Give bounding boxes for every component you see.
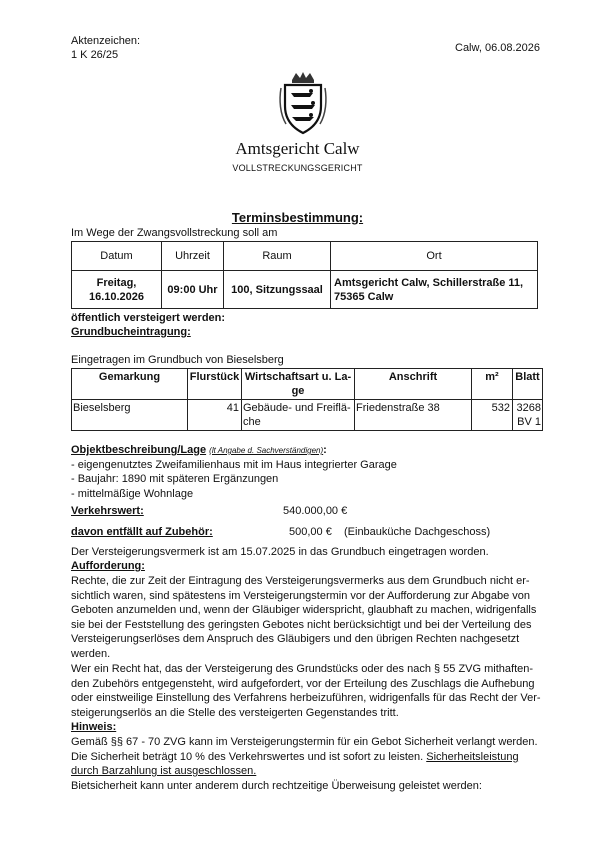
accessory-label: davon entfällt auf Zubehör:: [71, 526, 213, 538]
date-value: 16.10.2026: [88, 290, 145, 303]
land-register-heading: Grundbucheintragung:: [71, 326, 191, 338]
place-line-1: Amtsgericht Calw, Schillerstraße 11,: [334, 276, 524, 289]
header-wirtschaftsart-line-1: Wirtschaftsart u. La-: [244, 371, 352, 383]
market-value: 540.000,00 €: [283, 505, 348, 517]
hint-line: [71, 750, 519, 765]
hint-line-underlined: durch Barzahlung ist ausgeschlossen.: [71, 765, 257, 777]
header-place: Ort: [331, 242, 538, 271]
property-table: [71, 368, 543, 431]
intro-text: Im Wege der Zwangsvollstreckung soll am: [71, 227, 278, 239]
header-date: Datum: [72, 242, 162, 271]
header-flurstueck: Flurstück: [188, 369, 242, 400]
accessory-note: (Einbauküche Dachgeschoss): [344, 526, 491, 538]
header-wirtschaftsart-line-2: ge: [291, 385, 305, 397]
request-heading: Aufforderung:: [71, 560, 145, 572]
text-line: steigerungserlös an die Stelle des versteigerten Gegenstandes tritt.: [71, 706, 399, 719]
object-heading-colon: :: [323, 444, 327, 456]
accessory-value: 500,00 €: [289, 526, 332, 538]
schedule-room: 100, Sitzungssaal: [224, 271, 331, 309]
cell-blatt: [513, 400, 543, 431]
place-date: Calw, 06.08.2026: [455, 42, 541, 54]
auction-text: öffentlich versteigert werden:: [71, 312, 226, 324]
cell-gemarkung: Bieselsberg: [72, 400, 188, 431]
court-department: VOLLSTRECKUNGSGERICHT: [232, 163, 363, 173]
hint-line: Bietsicherheit kann unter anderem durch rechtzeitige Überweisung geleistet werden:: [71, 780, 482, 792]
header-room: Raum: [224, 242, 331, 271]
market-value-label: Verkehrswert:: [71, 505, 144, 517]
header-m2: m²: [472, 369, 513, 400]
object-heading: Objektbeschreibung/Lage: [71, 444, 207, 456]
land-register-text: Eingetragen im Grundbuch von Bieselsberg: [71, 354, 284, 366]
header-blatt: Blatt: [513, 369, 543, 400]
schedule-table: [71, 241, 538, 309]
object-note: (lt Angabe d. Sachverständigen): [209, 446, 324, 455]
request-paragraph-2: [71, 662, 543, 720]
request-paragraph-1: [71, 574, 543, 662]
header-wirtschaftsart: [242, 369, 355, 400]
date-weekday: Freitag,: [96, 276, 137, 289]
text-line: den Zubehörs entgegensteht, wird aufgefordert, vor der Erteilung des Zuschlags die Aufhebung: [71, 677, 535, 690]
text-line: sie bei der Feststellung des geringsten Gebotes nicht berücksichtigt und bei der Verteilung des: [71, 618, 532, 631]
object-heading-line: [71, 443, 327, 459]
text-line: sichtlich waren, sind spätestens im Versteigerungstermin vor der Aufforderung zur Abgabe von: [71, 589, 530, 602]
document-title: Terminsbestimmung:: [231, 210, 364, 225]
registration-note: Der Versteigerungsvermerk ist am 15.07.2025 in das Grundbuch eingetragen worden.: [71, 546, 489, 558]
object-item: - eigengenutztes Zweifamilienhaus mit im Haus integrierter Garage: [71, 459, 397, 471]
coat-of-arms-icon: [278, 70, 328, 136]
cell-wirtschaftsart-line-1: Gebäude- und Freiflä-: [243, 402, 351, 414]
cell-wirtschaftsart: [242, 400, 355, 431]
hint-line: Gemäß §§ 67 - 70 ZVG kann im Versteigerungstermin für ein Gebot Sicherheit verlangt werden.: [71, 736, 538, 748]
place-line-2: 75365 Calw: [334, 290, 394, 303]
text-line: Wer ein Recht hat, das der Versteigerung des Grundstücks oder des nach § 55 ZVG mithaften-: [71, 663, 534, 675]
text-line: Versteigerungserlöses dem Anspruch des Gläubigers und den übrigen Rechten nachgesetzt: [71, 633, 520, 646]
cell-wirtschaftsart-line-2: che: [243, 416, 261, 428]
hint-heading: Hinweis:: [71, 721, 117, 733]
text-line: Rechte, die zur Zeit der Eintragung des Versteigerungsvermerks aus dem Grundbuch nicht er-: [71, 575, 530, 587]
cell-flurstueck: 41: [188, 400, 242, 431]
cell-blatt-line-2: BV 1: [517, 416, 541, 428]
file-number: 1 K 26/25: [71, 49, 119, 61]
header-anschrift: Anschrift: [355, 369, 472, 400]
cell-blatt-line-1: 3268: [516, 402, 541, 414]
header-time: Uhrzeit: [162, 242, 224, 271]
schedule-date: [72, 271, 162, 309]
cell-anschrift: Friedenstraße 38: [355, 400, 472, 431]
hint-line-text: Die Sicherheit beträgt 10 % des Verkehrswertes und ist sofort zu leisten.: [71, 751, 427, 763]
court-name: Amtsgericht Calw: [235, 139, 360, 158]
text-line: werden.: [71, 647, 111, 660]
text-line: oder einstweilige Einstellung des Verfahrens herbeizuführen, widrigenfalls für das Recht der Ver-: [71, 692, 541, 705]
cell-m2: 532: [472, 400, 513, 431]
text-line: Geboten anzumelden und, wenn der Gläubiger widerspricht, glaubhaft zu machen, widrigenfalls: [71, 604, 537, 617]
object-item: - Baujahr: 1890 mit späteren Ergänzungen: [71, 473, 279, 485]
file-number-label: Aktenzeichen:: [71, 35, 141, 47]
schedule-place: [331, 271, 538, 309]
header-gemarkung: Gemarkung: [72, 369, 188, 400]
hint-line-underlined: Sicherheitsleistung: [426, 751, 519, 763]
schedule-time: 09:00 Uhr: [162, 271, 224, 309]
object-item: - mittelmäßige Wohnlage: [71, 488, 194, 500]
